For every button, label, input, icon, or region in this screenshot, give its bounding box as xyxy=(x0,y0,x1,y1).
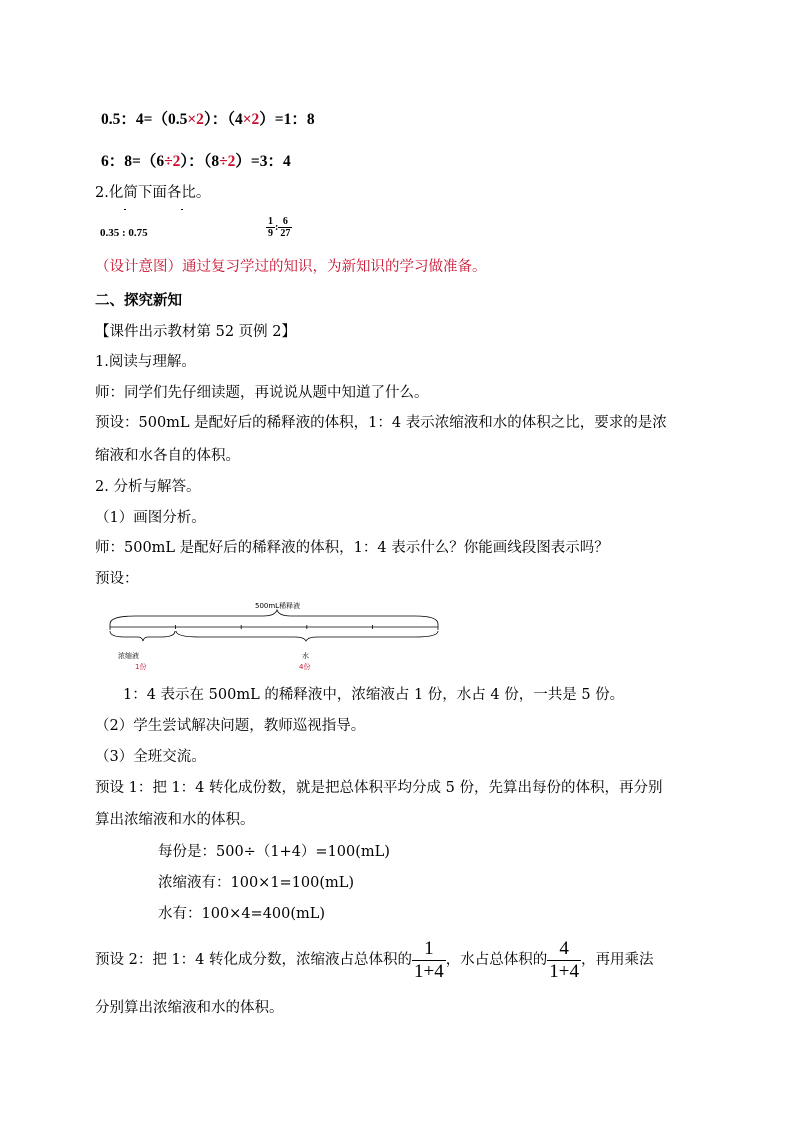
segment-diagram xyxy=(105,598,445,673)
fraction-water: 4 1+4 xyxy=(549,937,579,982)
water-parts: 4份 xyxy=(299,663,311,671)
preset-3-line-1: 预设 1：把 1：4 转化成份数，就是把总体积平均分成 5 份，先算出每份的体积，再分别 xyxy=(95,780,663,796)
segment-diagram-svg xyxy=(105,598,445,673)
top-label: 500mL稀释液 xyxy=(255,602,301,610)
preset-3-line-2: 算出浓缩液和水的体积。 xyxy=(95,812,255,828)
calc-water: 水有：100×4=400(mL) xyxy=(158,906,326,922)
step-1-title: 1.阅读与理解。 xyxy=(95,354,196,370)
sub-step-1: （1）画图分析。 xyxy=(95,510,206,526)
bottom-brace-concentrate xyxy=(110,631,175,641)
preset-1-line-2: 缩液和水各自的体积。 xyxy=(95,448,240,464)
eq2-operator-2: ÷2 xyxy=(219,153,236,170)
diagram-explanation: 1：4 表示在 500mL 的稀释液中，浓缩液占 1 份，水占 4 份，一共是 5 份。 xyxy=(123,687,625,703)
eq2-part-c: ）=3：4 xyxy=(235,153,291,170)
fraction-separator: : xyxy=(275,222,279,233)
teacher-prompt-2: 师：500mL 是配好后的稀释液的体积，1：4 表示什么？你能画线段图表示吗？ xyxy=(95,540,609,556)
repeat-dot-1 xyxy=(124,209,126,210)
equation-2 xyxy=(101,149,291,171)
fraction-1-9: $\frac{1}{9}$ xyxy=(268,216,273,239)
ratio-decimal: 0.35 : 0.75 xyxy=(100,227,148,239)
preset-4-text-c: ，再用乘法 xyxy=(580,952,654,968)
eq1-operator-2: ×2 xyxy=(242,111,260,128)
step-2-title: 2. 分析与解答。 xyxy=(95,479,201,495)
sub-step-3: （3）全班交流。 xyxy=(95,749,206,765)
design-intent: （设计意图）通过复习学过的知识，为新知识的学习做准备。 xyxy=(95,259,487,275)
eq1-operator-1: ×2 xyxy=(187,111,204,128)
fraction-concentrate: 1 1+4 xyxy=(414,937,444,982)
eq1-part-b: ）：（4 xyxy=(203,111,243,128)
preset-2-label: 预设： xyxy=(95,571,139,587)
eq1-part-a: 0.5：4=（0.5 xyxy=(101,111,188,128)
preset-4-text-b: ，水占总体积的 xyxy=(445,952,548,968)
water-label: 水 xyxy=(302,652,309,660)
preset-4-text-a: 预设 2：把 1：4 转化成分数，浓缩液占总体积的 xyxy=(95,952,413,968)
eq1-part-c: ）=1：8 xyxy=(259,111,315,128)
eq2-part-a: 6：8=（6 xyxy=(101,153,165,170)
courseware-note: 【课件出示教材第 52 页例 2】 xyxy=(95,324,297,340)
preset-4-line-2: 分别算出浓缩液和水的体积。 xyxy=(95,1000,284,1016)
concentrate-parts: 1份 xyxy=(135,663,147,671)
section-title: 二、探究新知 xyxy=(95,292,182,309)
preset-1-line-1: 预设：500mL 是配好后的稀释液的体积，1：4 表示浓缩液和水的体积之比，要求的是浓 xyxy=(95,415,667,431)
sub-step-2: （2）学生尝试解决问题，教师巡视指导。 xyxy=(95,718,366,734)
question-2-title: 2.化简下面各比。 xyxy=(95,185,211,201)
calc-per-part: 每份是：500÷（1+4）=100(mL) xyxy=(158,844,390,860)
teacher-prompt-1: 师：同学们先仔细读题，再说说从题中知道了什么。 xyxy=(95,385,429,401)
preset-4-line-1 xyxy=(95,935,653,985)
calc-concentrate: 浓缩液有：100×1=100(mL) xyxy=(158,875,355,891)
top-brace xyxy=(110,610,438,624)
repeat-dot-2 xyxy=(181,209,183,210)
fraction-6-27: $\frac{6}{27}$ xyxy=(280,216,291,239)
concentrate-label: 浓缩液 xyxy=(118,652,139,660)
eq2-operator-1: ÷2 xyxy=(164,153,181,170)
eq2-part-b: ）：（8 xyxy=(180,153,220,170)
bottom-brace-water xyxy=(176,631,438,641)
equation-1 xyxy=(101,107,315,129)
ratio-fractions xyxy=(266,216,292,239)
